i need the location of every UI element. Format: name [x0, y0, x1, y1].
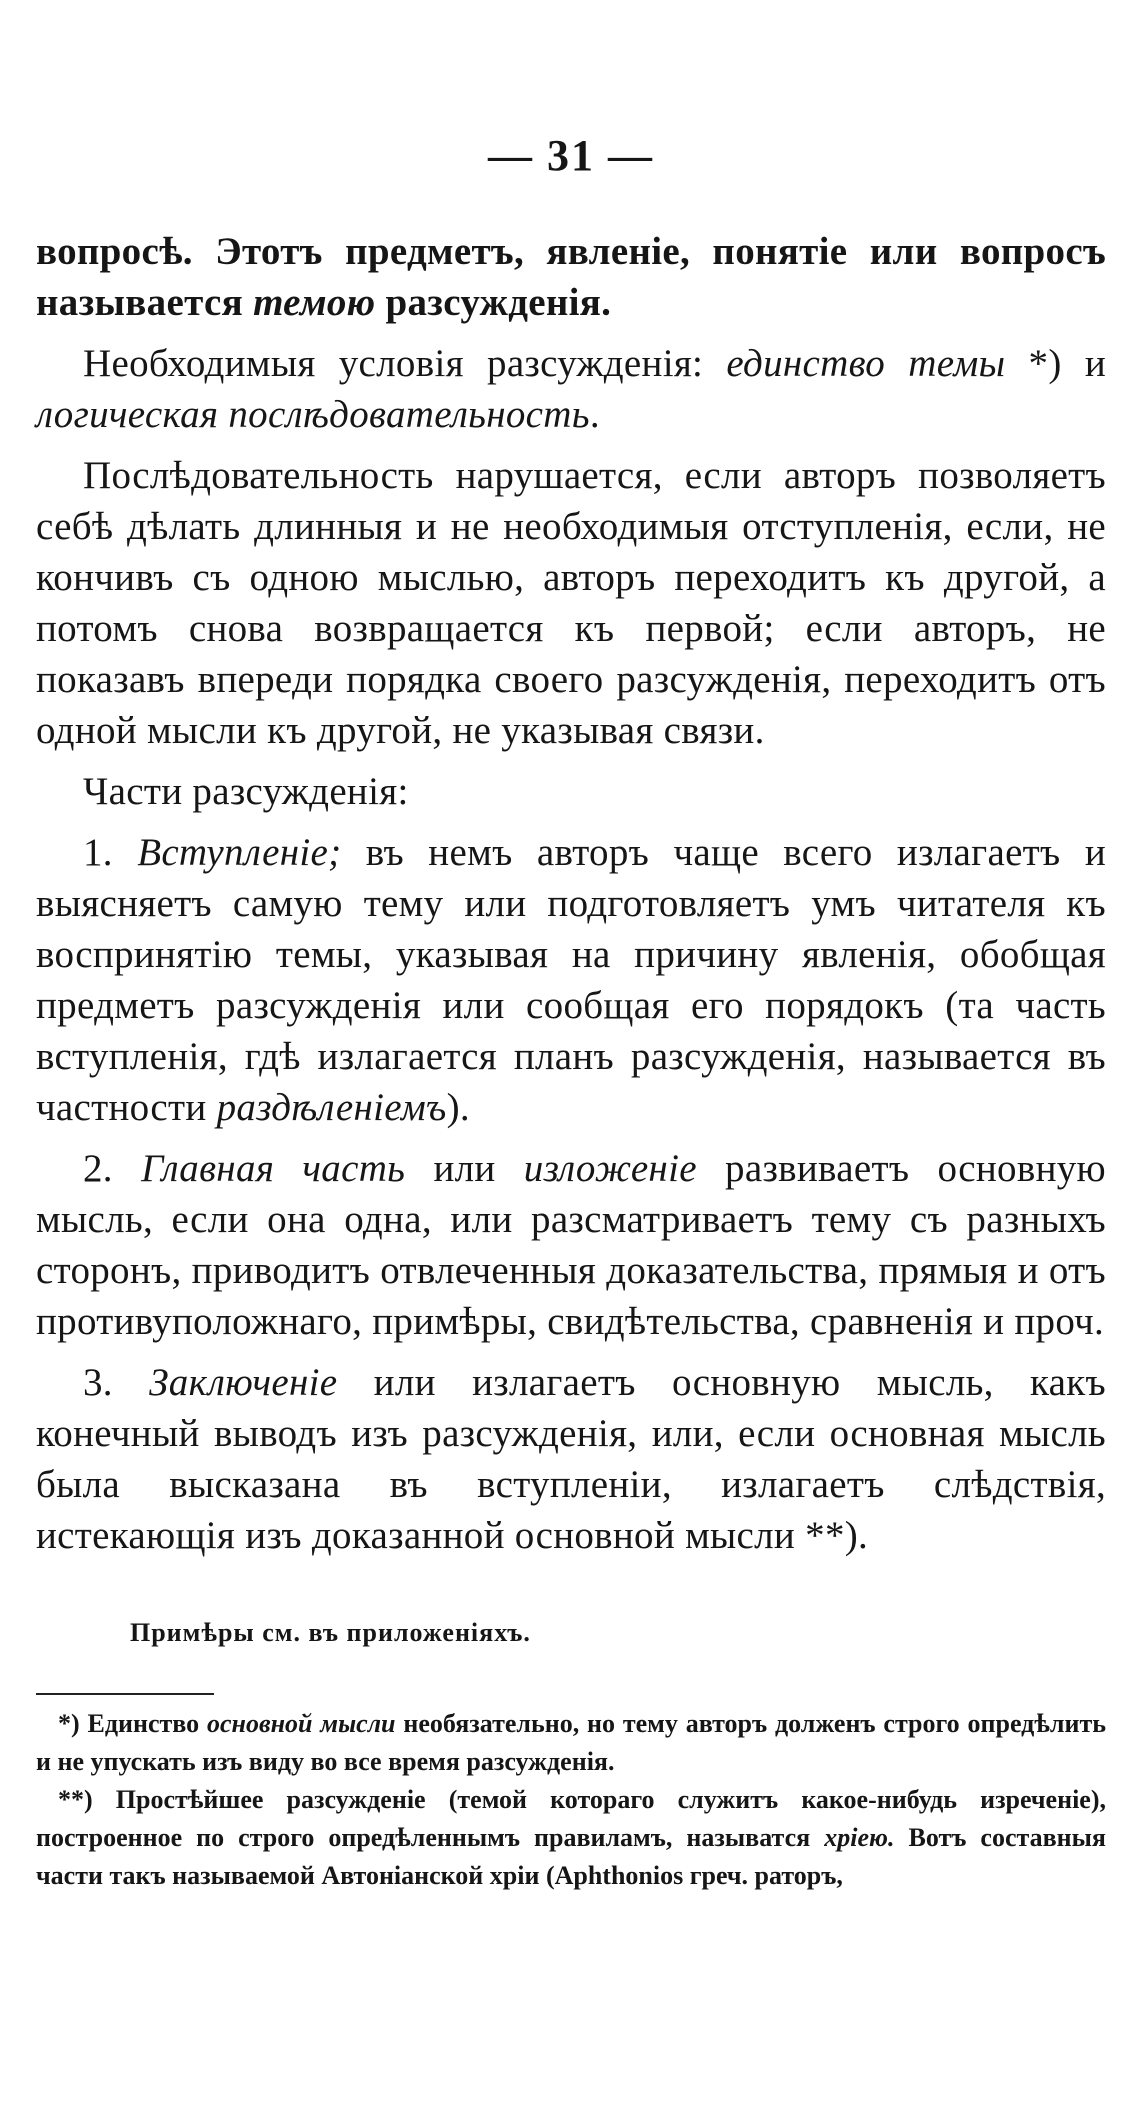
- paragraph-sequence: Послѣдовательность нарушается, если авторъ позволяетъ себѣ дѣлать длинныя и не необходимыя отступленія, если, не кончивъ съ одною мыслью, авторъ переходитъ къ другой, а потомъ снова возвращается къ первой; если авторъ, не показавъ впереди порядка своего разсужденія, переходитъ отъ одной мысли къ другой, не указывая связи.: [36, 454, 1106, 752]
- item-number: 1.: [83, 831, 138, 874]
- footnote-divider: [36, 1693, 214, 1695]
- item-text: развиваетъ основную мысль, если она одна, или разсматриваетъ тему съ разныхъ сторонъ, приводитъ отвлеченныя доказательства, прямыя и отъ противуположнаго, примѣры, свидѣтельства, сравненія и проч.: [36, 1147, 1106, 1343]
- item-text: въ немъ авторъ чаще всего излагаетъ и выясняетъ самую тему или подготовляетъ умъ читателя къ воспринятію темы, указывая на причину явленія, обобщая предметъ разсужденія или сообщая его порядокъ (та часть вступленія, гдѣ излагается планъ разсужденія, называется въ частности: [36, 831, 1106, 1129]
- logical-sequence: логическая послѣдовательность: [36, 393, 590, 436]
- paragraph-topic-end: разсужденія.: [375, 281, 612, 324]
- footnote-2: [36, 1781, 1106, 1895]
- footnote-2-italic: хріею.: [824, 1823, 895, 1852]
- list-item-main-part: [36, 1143, 1106, 1347]
- parts-heading: Части разсужденія:: [83, 770, 409, 813]
- item-or: или: [405, 1147, 524, 1190]
- item-title-introduction: Вступленіе;: [137, 831, 342, 874]
- paragraph-conditions: [36, 338, 1106, 440]
- paragraph-topic-text: вопросѣ. Этотъ предметъ, явленіе, понятіе или вопросъ называется: [36, 230, 1106, 324]
- theme-word: темою: [253, 281, 376, 324]
- item-text: или излагаетъ основную мысль, какъ конечный выводъ изъ разсужденія, или, если основная мысль была высказана въ вступленіи, излагаетъ слѣдствія, истекающія изъ доказанной основной мысли **).: [36, 1361, 1106, 1557]
- footnotes: [36, 1705, 1106, 1895]
- conditions-end: .: [589, 393, 600, 436]
- page-number: — 31 —: [488, 131, 654, 180]
- footnote-1-text-end: необязательно, но тему авторъ долженъ строго опредѣлить и не упускать изъ виду во все время разсужденія.: [36, 1709, 1106, 1776]
- footnote-2-mark: **): [58, 1785, 93, 1814]
- item-text-end: ).: [446, 1086, 470, 1129]
- footnote-2-text-end: Вотъ составныя части такъ называемой Автоніанской хріи (Aphthonios греч. раторъ,: [36, 1823, 1106, 1890]
- conditions-and: и: [1061, 342, 1106, 385]
- footnote-1-italic: основной мысли: [206, 1709, 396, 1738]
- unity-of-theme: единство темы: [726, 342, 1006, 385]
- item-number: 2.: [83, 1147, 142, 1190]
- main-text: [36, 226, 1106, 1571]
- item-title-main-part: Главная часть: [141, 1147, 406, 1190]
- item-title-conclusion: Заключеніе: [149, 1361, 338, 1404]
- footnote-1-mark: *): [58, 1709, 80, 1738]
- item-number: 3.: [83, 1361, 150, 1404]
- list-item-conclusion: [36, 1357, 1106, 1561]
- division-word: раздѣленіемъ: [216, 1086, 447, 1129]
- item-title-exposition: изложеніе: [523, 1147, 697, 1190]
- examples-note: Примѣры см. въ приложеніяхъ.: [130, 1618, 531, 1647]
- book-page: [36, 0, 1106, 2114]
- footnote-2-text: Простѣйшее разсужденіе (темой котораго служитъ какое-нибудь изреченіе), построенное по строго опредѣленнымъ правиламъ, называтся: [36, 1785, 1106, 1852]
- conditions-text: Необходимыя условія разсужденія:: [83, 342, 727, 385]
- paragraph-topic: [36, 226, 1106, 328]
- list-item-introduction: [36, 827, 1106, 1133]
- footnote-1-text: Единство: [79, 1709, 207, 1738]
- footnote-mark-1: *): [1005, 342, 1062, 385]
- footnote-1: [36, 1705, 1106, 1781]
